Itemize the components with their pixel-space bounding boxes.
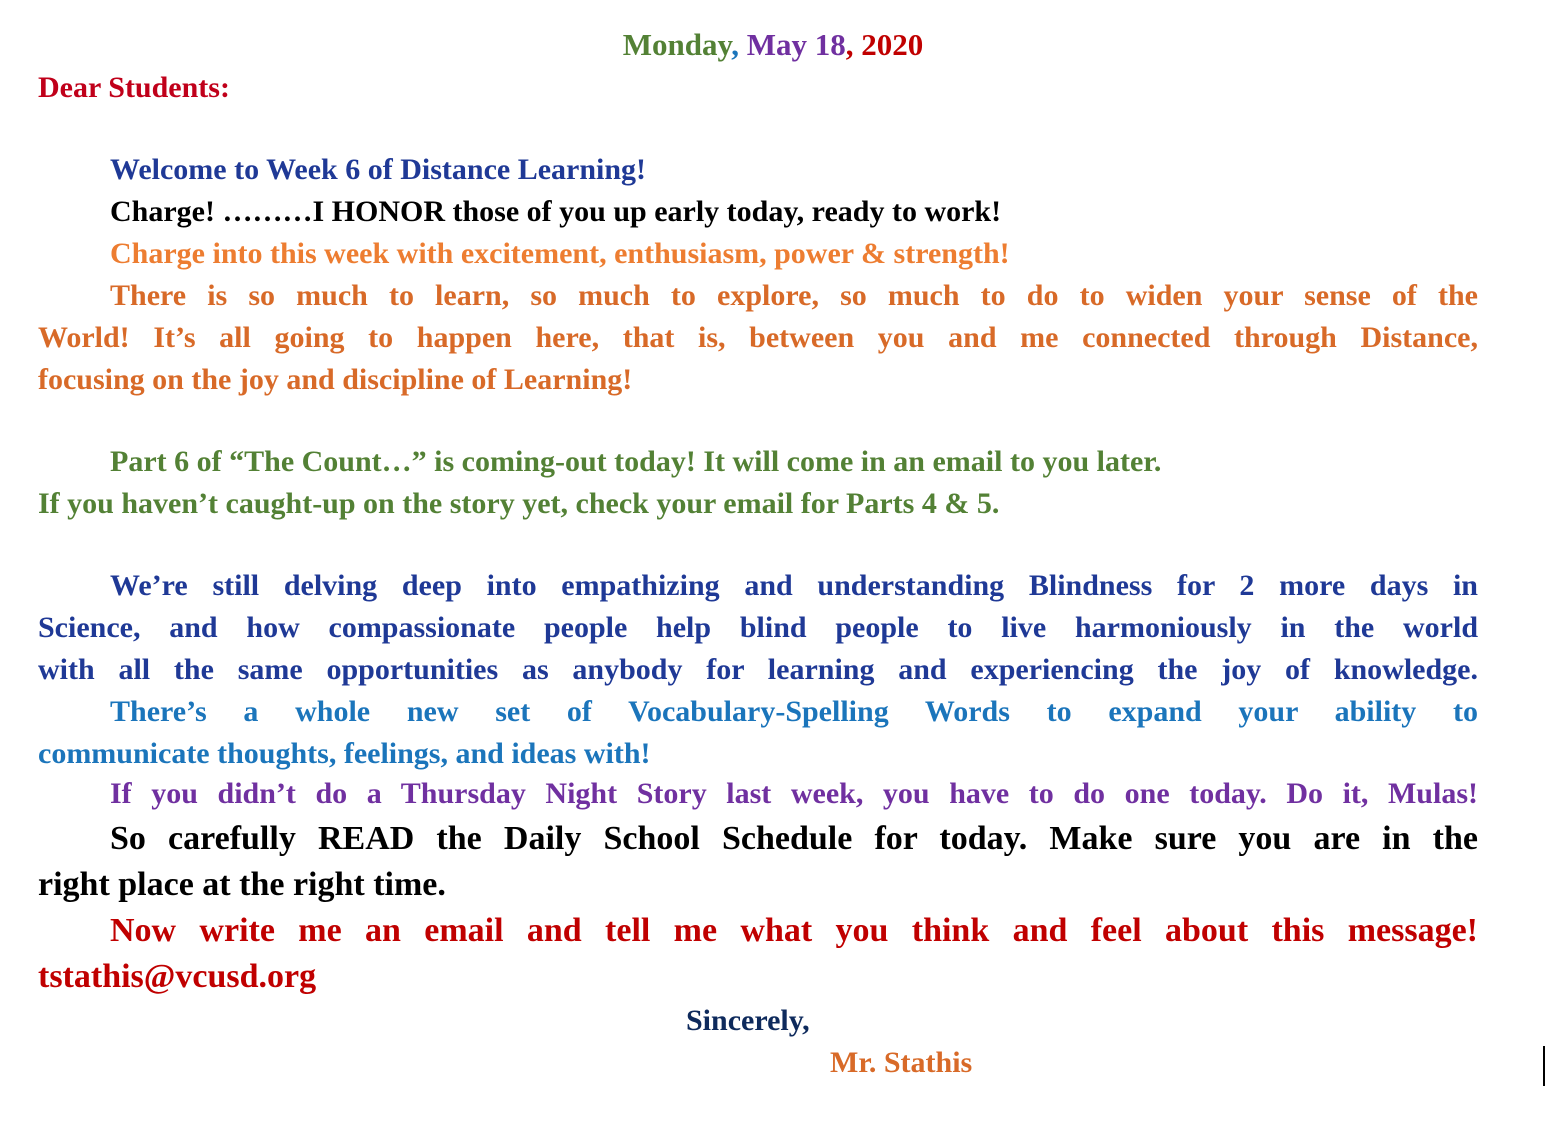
learn-paragraph-line: World! It’s all going to happen here, that is, between you and me connected through Distance,: [38, 321, 1478, 354]
greeting: Dear Students:: [38, 71, 230, 104]
letter-date: [0, 24, 1546, 66]
schedule-paragraph-line: So carefully READ the Daily School Schedule for today. Make sure you are in the: [110, 820, 1478, 857]
vocab-paragraph-line: There’s a whole new set of Vocabulary-Spelling Words to expand your ability to: [110, 695, 1478, 728]
thursday-line: If you didn’t do a Thursday Night Story last week, you have to do one today. Do it, Mulas!: [110, 777, 1478, 810]
date-comma: ,: [845, 27, 854, 62]
learn-paragraph-line: focusing on the joy and discipline of Learning!: [38, 363, 633, 396]
learn-paragraph-line: There is so much to learn, so much to explore, so much to do to widen your sense of the: [110, 279, 1478, 312]
date-month-day: May 18: [746, 27, 846, 62]
teacher-email: tstathis@vcusd.org: [38, 958, 317, 995]
science-paragraph-line: with all the same opportunities as anybody for learning and experiencing the joy of knowledge.: [38, 653, 1478, 686]
closing: Sincerely,: [686, 1004, 810, 1037]
count-paragraph-line: If you haven’t caught-up on the story yet, check your email for Parts 4 & 5.: [38, 487, 1000, 520]
science-paragraph-line: Science, and how compassionate people help blind people to live harmoniously in the world: [38, 611, 1478, 644]
science-paragraph-line: We’re still delving deep into empathizing and understanding Blindness for 2 more days in: [110, 569, 1478, 602]
date-year: 2020: [861, 27, 924, 62]
charge-line: Charge! ………I HONOR those of you up early today, ready to work!: [110, 195, 1002, 228]
date-comma: ,: [731, 27, 739, 62]
welcome-line: Welcome to Week 6 of Distance Learning!: [110, 153, 647, 186]
email-paragraph-line: Now write me an email and tell me what you think and feel about this message!: [110, 912, 1478, 949]
text-cursor: [1543, 1046, 1545, 1086]
date-day: Monday: [622, 27, 732, 62]
vocab-paragraph-line: communicate thoughts, feelings, and ideas with!: [38, 737, 651, 770]
schedule-paragraph-line: right place at the right time.: [38, 866, 446, 903]
charge-into-line: Charge into this week with excitement, enthusiasm, power & strength!: [110, 237, 1010, 270]
signature: Mr. Stathis: [830, 1046, 973, 1079]
count-paragraph-line: Part 6 of “The Count…” is coming-out today! It will come in an email to you later.: [110, 445, 1162, 478]
